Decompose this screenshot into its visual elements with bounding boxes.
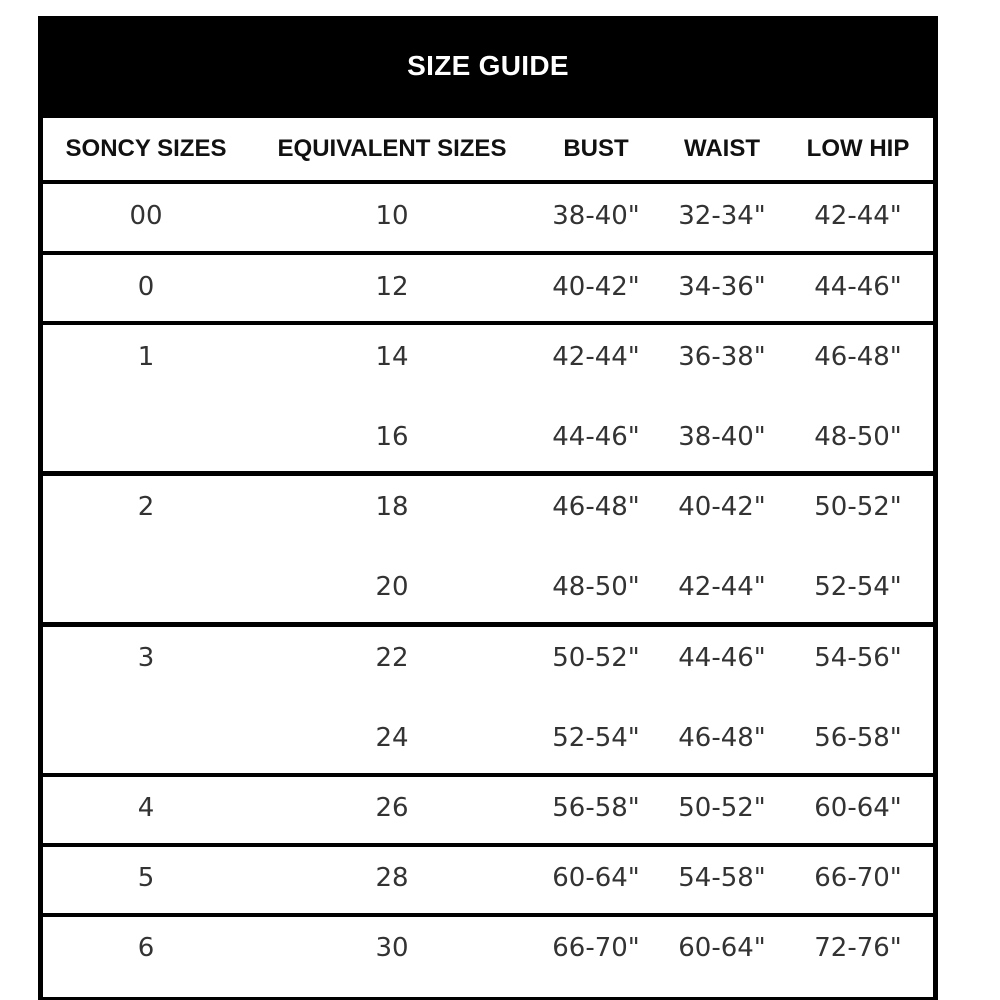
bust-cell: 38-40": [552, 201, 640, 231]
equivalent-size-cell: 16: [375, 422, 409, 452]
bust-cell: 48-50": [552, 572, 640, 602]
bust-cell: 66-70": [552, 933, 640, 963]
equivalent-size-cell: 28: [375, 863, 409, 893]
low-hip-cell: 60-64": [814, 793, 902, 823]
waist-cell: 46-48": [678, 723, 766, 753]
soncy-size-cell: 4: [137, 793, 155, 823]
soncy-size-cell: 3: [137, 643, 155, 673]
bust-cell: 44-46": [552, 422, 640, 452]
header-soncy-sizes: SONCY SIZES: [65, 135, 227, 162]
waist-cell: 34-36": [678, 272, 766, 302]
size-guide-title: SIZE GUIDE: [407, 50, 569, 81]
low-hip-cell: 42-44": [814, 201, 902, 231]
bust-cell: 52-54": [552, 723, 640, 753]
bust-cell: 46-48": [552, 492, 640, 522]
bust-cell: 40-42": [552, 272, 640, 302]
waist-cell: 38-40": [678, 422, 766, 452]
bust-cell: 56-58": [552, 793, 640, 823]
equivalent-size-cell: 22: [375, 643, 409, 673]
low-hip-cell: 54-56": [814, 643, 902, 673]
low-hip-cell: 46-48": [814, 342, 902, 372]
soncy-size-cell: 6: [137, 933, 155, 963]
equivalent-size-cell: 30: [375, 933, 409, 963]
header-low-hip: LOW HIP: [806, 135, 910, 162]
equivalent-size-cell: 24: [375, 723, 409, 753]
waist-cell: 54-58": [678, 863, 766, 893]
equivalent-size-cell: 10: [375, 201, 409, 231]
soncy-size-cell: 00: [129, 201, 163, 231]
waist-cell: 32-34": [678, 201, 766, 231]
bust-cell: 50-52": [552, 643, 640, 673]
low-hip-cell: 52-54": [814, 572, 902, 602]
equivalent-size-cell: 18: [375, 492, 409, 522]
header-bust: BUST: [563, 135, 629, 162]
soncy-size-cell: 0: [137, 272, 155, 302]
waist-cell: 40-42": [678, 492, 766, 522]
low-hip-cell: 48-50": [814, 422, 902, 452]
soncy-size-cell: 1: [137, 342, 155, 372]
header-waist: WAIST: [684, 135, 760, 162]
low-hip-cell: 72-76": [814, 933, 902, 963]
low-hip-cell: 50-52": [814, 492, 902, 522]
waist-cell: 42-44": [678, 572, 766, 602]
waist-cell: 50-52": [678, 793, 766, 823]
equivalent-size-cell: 14: [375, 342, 409, 372]
soncy-size-cell: 5: [137, 863, 155, 893]
header-equivalent-sizes: EQUIVALENT SIZES: [277, 135, 507, 162]
bust-cell: 60-64": [552, 863, 640, 893]
low-hip-cell: 66-70": [814, 863, 902, 893]
equivalent-size-cell: 20: [375, 572, 409, 602]
equivalent-size-cell: 12: [375, 272, 409, 302]
waist-cell: 36-38": [678, 342, 766, 372]
low-hip-cell: 56-58": [814, 723, 902, 753]
equivalent-size-cell: 26: [375, 793, 409, 823]
waist-cell: 60-64": [678, 933, 766, 963]
soncy-size-cell: 2: [137, 492, 155, 522]
low-hip-cell: 44-46": [814, 272, 902, 302]
bust-cell: 42-44": [552, 342, 640, 372]
waist-cell: 44-46": [678, 643, 766, 673]
